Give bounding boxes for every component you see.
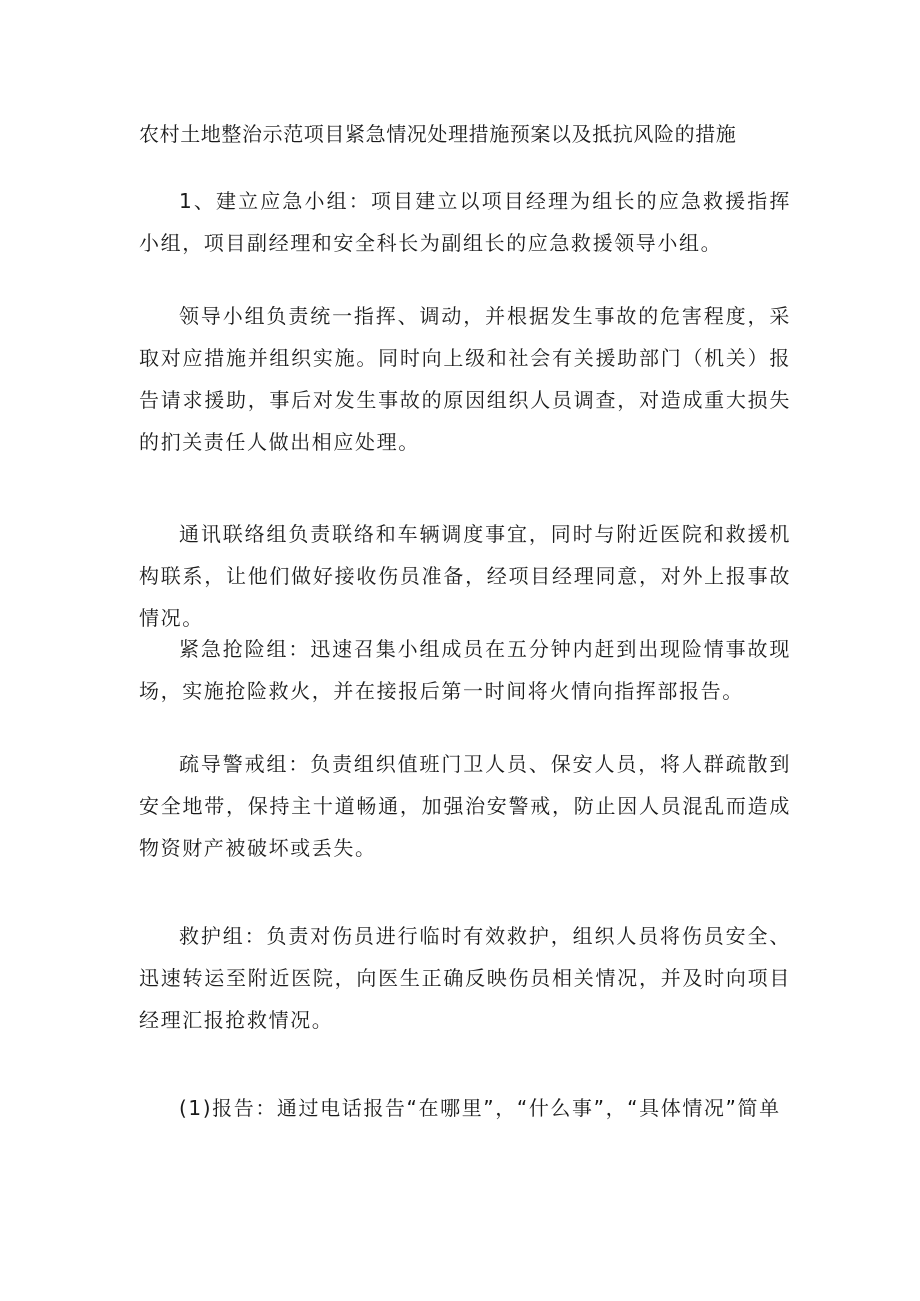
paragraph-emergency-team: 1、建立应急小组：项目建立以项目经理为组长的应急救援指挥小组，项目副经理和安全科长为副组长的应急救援领导小组。 xyxy=(139,189,791,255)
paragraph-report-procedure: (1)报告：通过电话报告“在哪里”，“什么事”，“具体情况”简单 xyxy=(179,1096,781,1120)
paragraph-communication-group: 通讯联络组负责联络和车辆调度事宜，同时与附近医院和救援机构联系，让他们做好接收伤员准备，经项目经理同意，对外上报事故情况。 xyxy=(139,522,791,630)
paragraph-leadership-group: 领导小组负责统一指挥、调动，并根据发生事故的危害程度，采取对应措施并组织实施。同时向上级和社会有关援助部门（机关）报告请求援助，事后对发生事故的原因组织人员调查，对造成重大损失的扪关责任人做出相应处理。 xyxy=(139,304,791,454)
document-title: 农村土地整治示范项目紧急情况处理措施预案以及抵抗风险的措施 xyxy=(139,122,737,146)
paragraph-rescue-group: 紧急抢险组：迅速召集小组成员在五分钟内赶到出现险情事故现场，实施抢险救火，并在接报后第一时间将火情向指挥部报告。 xyxy=(139,637,791,703)
paragraph-evacuation-group: 疏导警戒组：负责组织值班门卫人员、保安人员，将人群疏散到安全地带，保持主十道畅通，加强治安警戒，防止因人员混乱而造成物资财产被破坏或丢失。 xyxy=(139,752,791,860)
paragraph-medical-group: 救护组：负责对伤员进行临时有效救护，组织人员将伤员安全、迅速转运至附近医院，向医生正确反映伤员相关情况，并及时向项目经理汇报抢救情况。 xyxy=(139,924,791,1032)
